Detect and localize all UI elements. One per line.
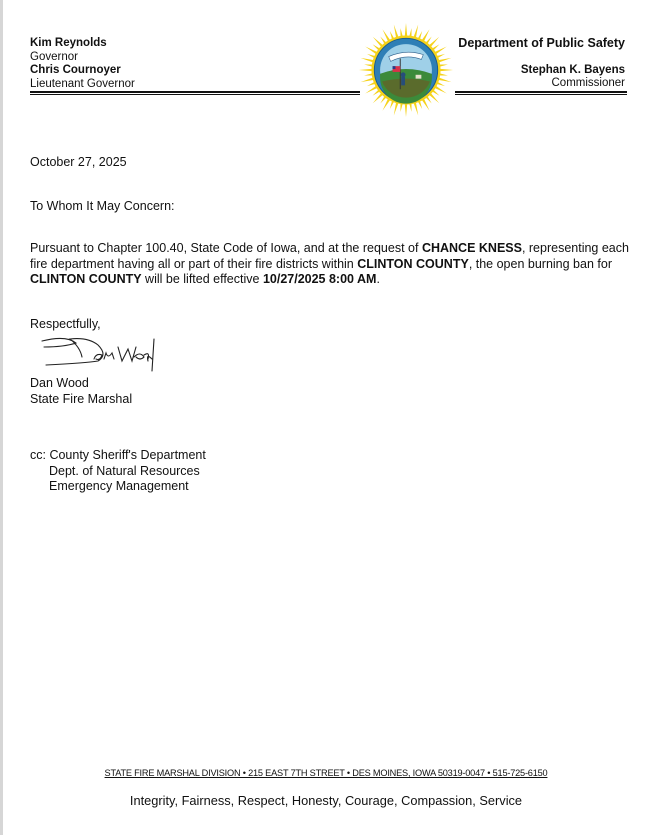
header-rule-left [30, 91, 360, 95]
header-rule-right [455, 91, 627, 95]
cc-list [30, 448, 206, 495]
lt-governor-name: Chris Cournoyer [30, 64, 121, 76]
commissioner-name: Stephan K. Bayens [520, 63, 625, 76]
commissioner-title: Commissioner [551, 77, 625, 89]
closing: Respectfully, [30, 317, 101, 331]
signature-image [36, 333, 161, 378]
salutation: To Whom It May Concern: [30, 199, 175, 213]
body-text-3: , the open burning ban for [468, 256, 612, 271]
footer-address: STATE FIRE MARSHAL DIVISION • 215 EAST 7TH STREET • DES MOINES, IOWA 50319-0047 • 515-725-6150 [104, 768, 548, 778]
signer-name: Dan Wood [30, 376, 89, 390]
body-text-4: will be lifted effective [141, 272, 263, 286]
cc-item: Emergency Management [49, 479, 189, 493]
body-text-1: Pursuant to Chapter 100.40, State Code of Iowa, and at the request of [30, 241, 422, 255]
letterhead-left [30, 37, 135, 91]
department-name: Department of Public Safety [458, 36, 625, 50]
governor-name: Kim Reynolds [30, 37, 107, 49]
iowa-seal-icon [358, 22, 454, 118]
governor-title: Governor [30, 50, 78, 63]
county-name: CLINTON COUNTY [30, 272, 142, 286]
lt-governor-title: Lieutenant Governor [30, 77, 135, 90]
signer-title: State Fire Marshal [30, 391, 133, 406]
letterhead-right [458, 37, 625, 91]
cc-item: cc: County Sheriff's Department [30, 448, 206, 462]
body-text-5: . [376, 272, 380, 286]
requester-name: CHANCE KNESS [421, 241, 522, 255]
county-name: CLINTON COUNTY [357, 256, 469, 271]
signer-block [30, 376, 132, 407]
cc-item: Dept. of Natural Resources [49, 463, 200, 478]
body-text-2: , representing each fire department having all or part of their fire districts within [30, 241, 629, 271]
page-edge [0, 0, 3, 835]
letter-date: October 27, 2025 [30, 155, 127, 169]
effective-datetime: 10/27/2025 8:00 AM [262, 272, 377, 286]
footer-motto: Integrity, Fairness, Respect, Honesty, Courage, Compassion, Service [129, 793, 523, 808]
letter-body [30, 241, 630, 288]
